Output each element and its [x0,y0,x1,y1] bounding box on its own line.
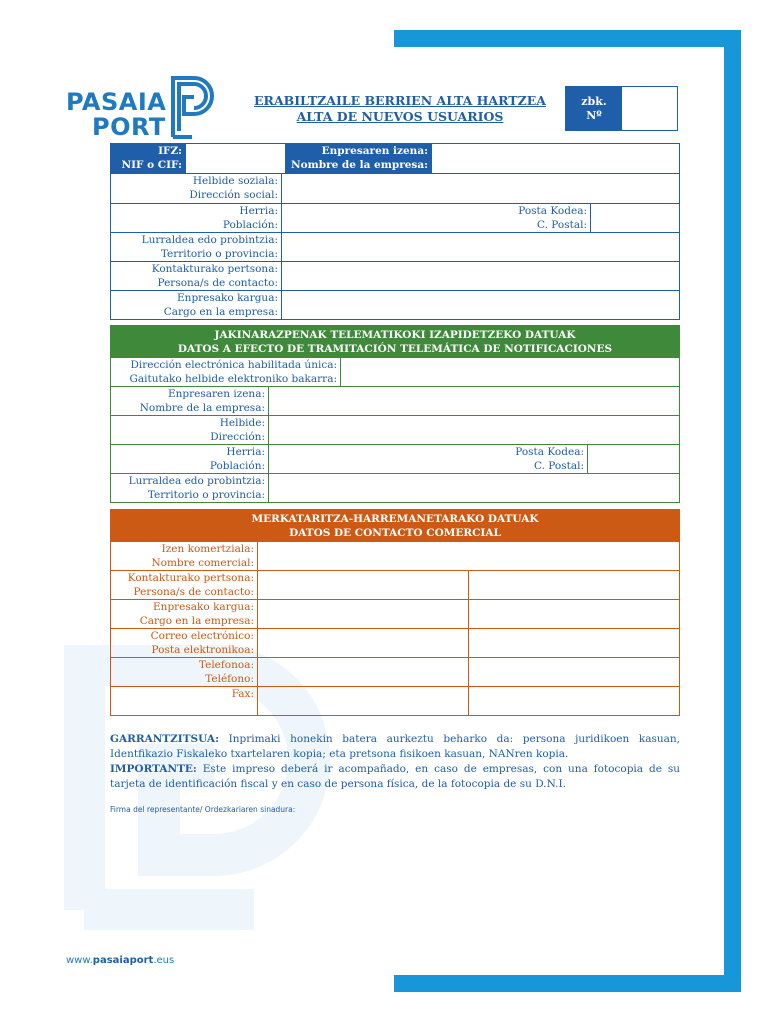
contact-person-label-es: Persona/s de contacto: [157,277,278,289]
nif-label-eu: IFZ: [158,145,182,157]
commercial-position-label-eu: Enpresako kargua: [153,601,254,613]
note-text-es: Este impreso deberá ir acompañado, en caso de empresas, con una fotocopia de su tarjeta de identificación fiscal y en caso de persona física, de la fotocopia de su D.N.I. [110,763,680,790]
notif-company-field[interactable] [268,387,679,415]
commercial-header-eu: MERKATARITZA-HARREMANETARAKO DATUAK [251,512,539,525]
email-label-es: Correo electrónico: [150,630,254,642]
commercial-position-row [111,599,679,628]
position-label-es: Cargo en la empresa: [163,306,278,318]
trade-name-row [111,541,679,570]
notif-address-label-eu: Helbide: [219,417,265,429]
notif-postal-field[interactable] [587,445,679,473]
phone-label-es: Teléfono: [205,673,254,685]
commercial-position-label-es: Cargo en la empresa: [139,615,254,627]
nif-row [111,144,679,173]
trade-name-field[interactable] [257,542,679,570]
social-address-label [111,174,281,203]
fax-label-eu: Fax: [231,688,254,700]
registry-number-box [565,86,678,131]
town-row [111,203,679,232]
fax-label [111,687,257,715]
town-label [111,204,281,232]
notif-town-label [111,445,268,473]
postal-code-label-eu: Posta Kodea: [518,205,587,217]
notif-postal-label-es: C. Postal: [533,460,584,472]
notif-province-field[interactable] [268,474,679,502]
town-label-eu: Herria: [239,205,278,217]
notif-town-label-es: Población: [209,460,265,472]
logo-p-icon [170,75,216,139]
company-name-label-eu: Enpresaren izena: [321,145,428,157]
signature-label: Firma del representante/ Ordezkariaren sinadura: [110,805,296,814]
electronic-address-label-eu: Gaitutako helbide elektroniko bakarra: [129,373,337,385]
position-field[interactable] [281,291,679,319]
contact-person-label [111,262,281,290]
note-label-eu: GARRANTZITSUA: [110,733,219,745]
electronic-address-label [111,358,340,386]
phone-field-2[interactable] [468,658,679,686]
notif-address-field[interactable] [268,416,679,444]
social-address-label-es: Dirección social: [189,189,278,201]
notif-town-field[interactable] [268,445,498,473]
form-title [250,93,550,125]
company-name-label-es: Nombre de la empresa: [291,159,428,171]
title-spanish: ALTA DE NUEVOS USUARIOS [296,109,504,124]
contact-person-row [111,261,679,290]
commercial-contact-field-2[interactable] [468,571,679,599]
social-address-row [111,173,679,203]
social-address-label-eu: Helbide soziala: [192,175,278,187]
trade-name-label-es: Nombre comercial: [151,557,254,569]
email-label-eu: Posta elektronikoa: [151,644,254,656]
contact-person-label-eu: Kontakturako pertsona: [151,263,278,275]
commercial-contact-section [110,509,680,716]
postal-code-label-es: C. Postal: [536,219,587,231]
notif-company-row [111,386,679,415]
commercial-contact-label-eu: Kontakturako pertsona: [127,572,254,584]
commercial-position-label [111,600,257,628]
telematic-section-header [111,326,679,357]
logo-text-pasaia: PASAIA [66,88,167,116]
trade-name-label-eu: Izen komertziala: [161,543,254,555]
postal-code-field[interactable] [590,204,679,232]
email-row [111,628,679,657]
fax-row [111,686,679,715]
electronic-address-row [111,357,679,386]
phone-label [111,658,257,686]
nif-label [111,144,185,173]
notif-company-label-es: Nombre de la empresa: [139,402,265,414]
notif-province-label-eu: Lurraldea edo probintzia: [128,475,265,487]
commercial-position-field-1[interactable] [257,600,468,628]
email-label [111,629,257,657]
website-prefix: www. [66,955,93,966]
company-name-label [285,144,431,173]
commercial-position-field-2[interactable] [468,600,679,628]
website-suffix: .eus [153,955,175,966]
zbk-label-eu: zbk. [581,94,607,108]
province-row [111,232,679,261]
postal-code-label [502,204,590,232]
nif-label-es: NIF o CIF: [121,159,182,171]
notif-company-label-eu: Enpresaren izena: [167,388,265,400]
commercial-contact-row [111,570,679,599]
notif-postal-label [498,445,587,473]
email-field-1[interactable] [257,629,468,657]
registry-number-field[interactable] [622,87,677,130]
notif-province-label [111,474,268,502]
telematic-header-es: DATOS A EFECTO DE TRAMITACIÓN TELEMÁTICA DE NOTIFICACIONES [177,342,613,355]
frame-right-bar [724,30,741,992]
phone-row [111,657,679,686]
notif-address-row [111,415,679,444]
important-note [110,732,680,792]
frame-bottom-bar [394,975,741,992]
email-field-2[interactable] [468,629,679,657]
trade-name-label [111,542,257,570]
commercial-contact-label [111,571,257,599]
phone-field-1[interactable] [257,658,468,686]
social-address-field[interactable] [281,174,679,203]
pasaia-port-logo [66,75,216,139]
registry-number-label [566,87,622,130]
notif-company-label [111,387,268,415]
notif-address-label-es: Dirección: [210,431,265,443]
title-basque: ERABILTZAILE BERRIEN ALTA HARTZEA [254,93,546,108]
company-data-section [110,143,680,320]
company-name-field[interactable] [431,144,679,173]
logo-text-port: PORT [92,113,166,141]
province-field[interactable] [281,233,679,261]
telematic-notification-section [110,325,680,503]
phone-label-eu: Telefonoa: [198,659,254,671]
telematic-header-eu: JAKINARAZPENAK TELEMATIKOKI IZAPIDETZEKO DATUAK [214,328,576,341]
notif-address-label [111,416,268,444]
province-label-eu: Lurraldea edo probintzia: [141,234,278,246]
notif-province-row [111,473,679,502]
note-label-es: IMPORTANTE: [110,763,197,775]
notif-town-label-eu: Herria: [226,446,265,458]
commercial-contact-label-es: Persona/s de contacto: [133,586,254,598]
electronic-address-field[interactable] [340,358,679,386]
website-brand: pasaiaport [92,955,154,966]
fax-field-1[interactable] [257,687,468,715]
commercial-contact-field-1[interactable] [257,571,468,599]
town-label-es: Población: [222,219,278,231]
electronic-address-label-es: Dirección electrónica habilitada única: [130,359,337,371]
commercial-header-es: DATOS DE CONTACTO COMERCIAL [289,526,501,539]
position-label-eu: Enpresako kargua: [177,292,278,304]
note-text-eu: Inprimaki honekin batera aurkeztu beharko da: persona juridikoen kasuan, Identfikazio Fiskaleko txartelaren kopia; eta pretsona fisikoen kasuan, NANren kopia. [110,733,680,760]
contact-person-field[interactable] [281,262,679,290]
position-row [111,290,679,319]
fax-field-2[interactable] [468,687,679,715]
notif-postal-label-eu: Posta Kodea: [515,446,584,458]
nif-field[interactable] [185,144,285,173]
province-label-es: Territorio o provincia: [160,248,278,260]
province-label [111,233,281,261]
website-footer[interactable] [66,955,174,966]
zbk-label-es: Nº [586,108,602,122]
position-label [111,291,281,319]
commercial-section-header [111,510,679,541]
notif-province-label-es: Territorio o provincia: [147,489,265,501]
notif-town-row [111,444,679,473]
frame-top-bar [394,30,740,47]
